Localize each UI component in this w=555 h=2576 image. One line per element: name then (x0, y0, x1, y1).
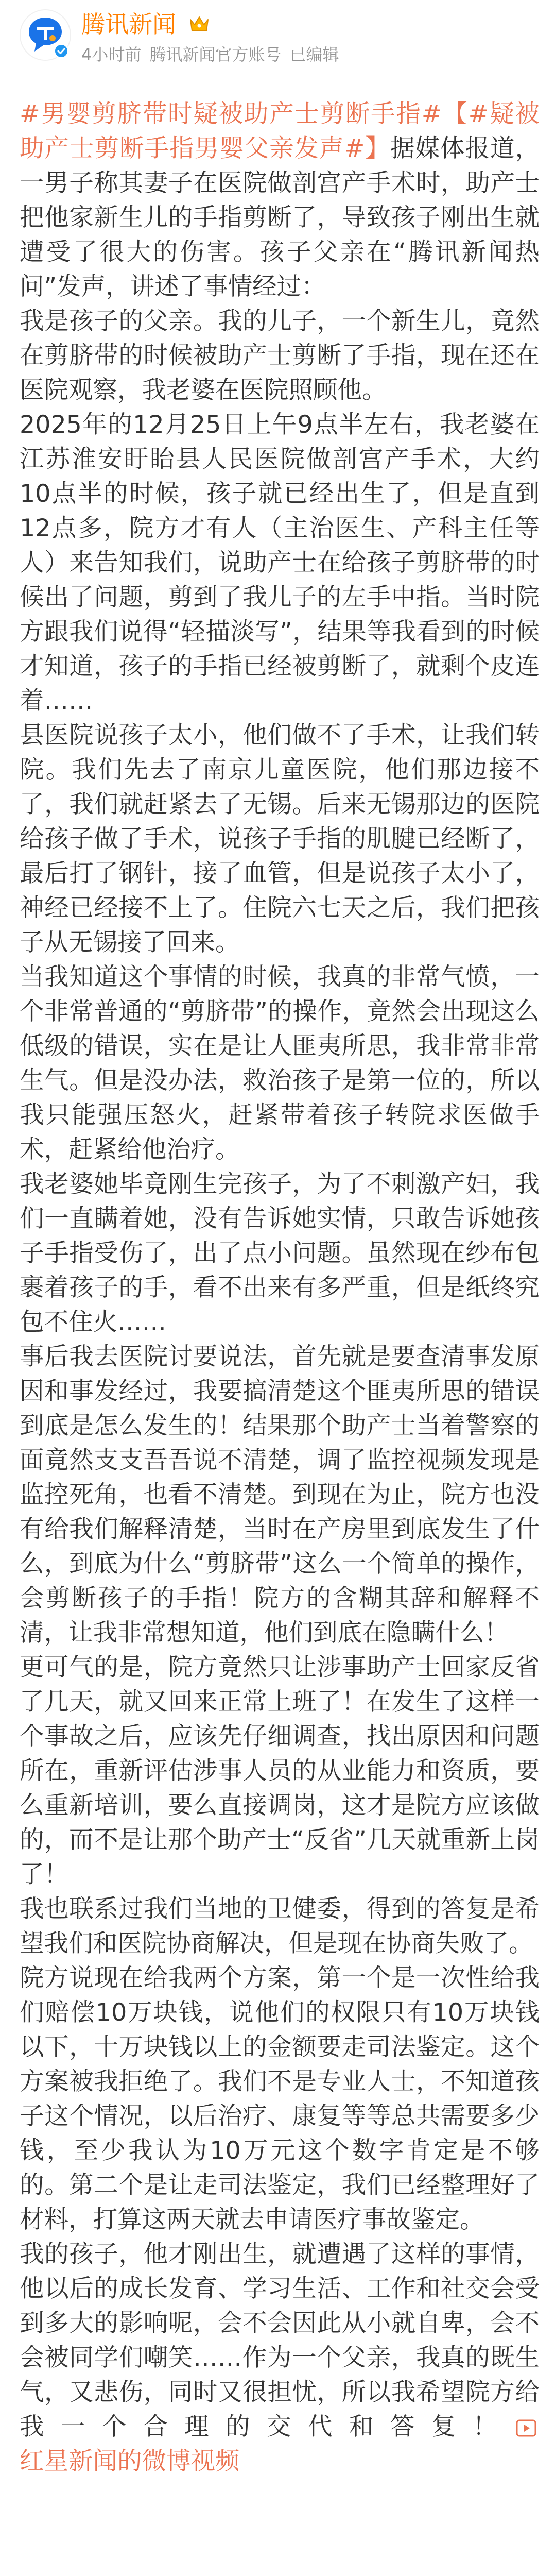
post-paragraph: 我老婆她毕竟刚生完孩子，为了不刺激产妇，我们一直瞒着她，没有告诉她实情，只敢告诉她孩子手指受伤了，出了点小问题。虽然现在纱布包裹着孩子的手，看不出来有多严重，但是纸终究包不住火…… (20, 1170, 540, 1336)
post-paragraph-text: 我的孩子，他才刚出生，就遭遇了这样的事情，他以后的成长发育、学习生活、工作和社交会受到多大的影响呢，会不会因此从小就自卑，会不会被同学们嘲笑……作为一个父亲，我真的既生气，又悲伤，同时又很担忧，所以我希望院方给我一个合理的交代和答复！ (20, 2240, 540, 2441)
post-body (20, 97, 540, 2479)
post-header (0, 0, 555, 103)
post-paragraph: 院方说现在给我两个方案，第一个是一次性给我们赔偿10万块钱，说他们的权限只有10万块钱以下，十万块钱以上的金额要走司法鉴定。这个方案被我拒绝了。我们不是专业人士，不知道孩子这个情况，以后治疗、康复等等总共需要多少钱，至少我认为10万元这个数字肯定是不够的。第二个是让走司法鉴定，我们已经整理好了材料，打算这两天就去申请医疗事故鉴定。 (20, 1964, 540, 2234)
post-meta (81, 44, 347, 65)
crown-icon[interactable] (188, 14, 210, 34)
play-icon[interactable] (516, 2419, 536, 2437)
edited-label: 已编辑 (289, 45, 339, 64)
post-paragraph: 县医院说孩子太小，他们做不了手术，让我们转院。我们先去了南京儿童医院，他们那边接不了，我们就赶紧去了无锡。后来无锡那边的医院给孩子做了手术，说孩子手指的肌腱已经断了，最后打了钢针，接了血管，但是说孩子太小了，神经已经接不上了。住院六七天之后，我们把孩子从无锡接了回来。 (20, 721, 540, 957)
post-intro-paragraph (20, 97, 540, 304)
post-paragraph: 更可气的是，院方竟然只让涉事助产士回家反省了几天，就又回来正常上班了！在发生了这样一个事故之后，应该先仔细调查，找出原因和问题所在，重新评估涉事人员的从业能力和资质，要么重新培训，要么直接调岗，这才是院方应该做的，而不是让那个助产士“反省”几天就重新上岗了！ (20, 1653, 540, 1889)
hashtag-link[interactable]: #男婴剪脐带时疑被助产士剪断手指# (20, 100, 442, 128)
post-paragraph: 当我知道这个事情的时候，我真的非常气愤，一个非常普通的“剪脐带”的操作，竟然会出现这么低级的错误，实在是让人匪夷所思，我非常非常生气。但是没办法，救治孩子是第一位的，所以我只能强压怒火，赶紧带着孩子转院求医做手术，赶紧给他治疗。 (20, 963, 540, 1164)
post-time: 4小时前 (81, 45, 142, 64)
post-last-paragraph (20, 2237, 540, 2479)
video-link[interactable]: 红星新闻的微博视频 (20, 2447, 240, 2476)
author-name[interactable]: 腾讯新闻 (81, 10, 176, 38)
post-paragraph: 我是孩子的父亲。我的儿子，一个新生儿，竟然在剪脐带的时候被助产士剪断了手指，现在还在医院观察，我老婆在医院照顾他。 (20, 307, 540, 404)
post-paragraph: 我也联系过我们当地的卫健委，得到的答复是希望我们和医院协商解决，但是现在协商失败了。 (20, 1895, 540, 1958)
post-paragraph: 事后我去医院讨要说法，首先就是要查清事发原因和事发经过，我要搞清楚这个匪夷所思的错误到底是怎么发生的！结果那个助产士当着警察的面竟然支支吾吾说不清楚，调了监控视频发现是监控死角，也看不清楚。到现在为止，院方也没有给我们解释清楚，当时在产房里到底发生了什么，到底为什么“剪脐带”这么一个简单的操作，会剪断孩子的手指！院方的含糊其辞和解释不清，让我非常想知道，他们到底在隐瞒什么！ (20, 1343, 540, 1647)
hashtag-link[interactable]: 【#疑被助产士剪断手指男婴父亲发声#】 (20, 100, 540, 163)
verified-badge-icon (54, 43, 69, 59)
intro-text: 据媒体报道，一男子称其妻子在医院做剖宫产手术时，助产士把他家新生儿的手指剪断了，导致孩子刚出生就遭受了很大的伤害。孩子父亲在“腾讯新闻热问”发声，讲述了事情经过： (20, 134, 540, 301)
post-paragraph: 2025年的12月25日上午9点半左右，我老婆在江苏淮安盱眙县人民医院做剖宫产手术，大约10点半的时候，孩子就已经出生了，但是直到12点多，院方才有人（主治医生、产科主任等人）来告知我们，说助产士在给孩子剪脐带的时候出了问题，剪到了我儿子的左手中指。当时院方跟我们说得“轻描淡写”，结果等我看到的时候才知道，孩子的手指已经被剪断了，就剩个皮连着…… (20, 411, 540, 715)
account-type: 腾讯新闻官方账号 (149, 45, 282, 64)
